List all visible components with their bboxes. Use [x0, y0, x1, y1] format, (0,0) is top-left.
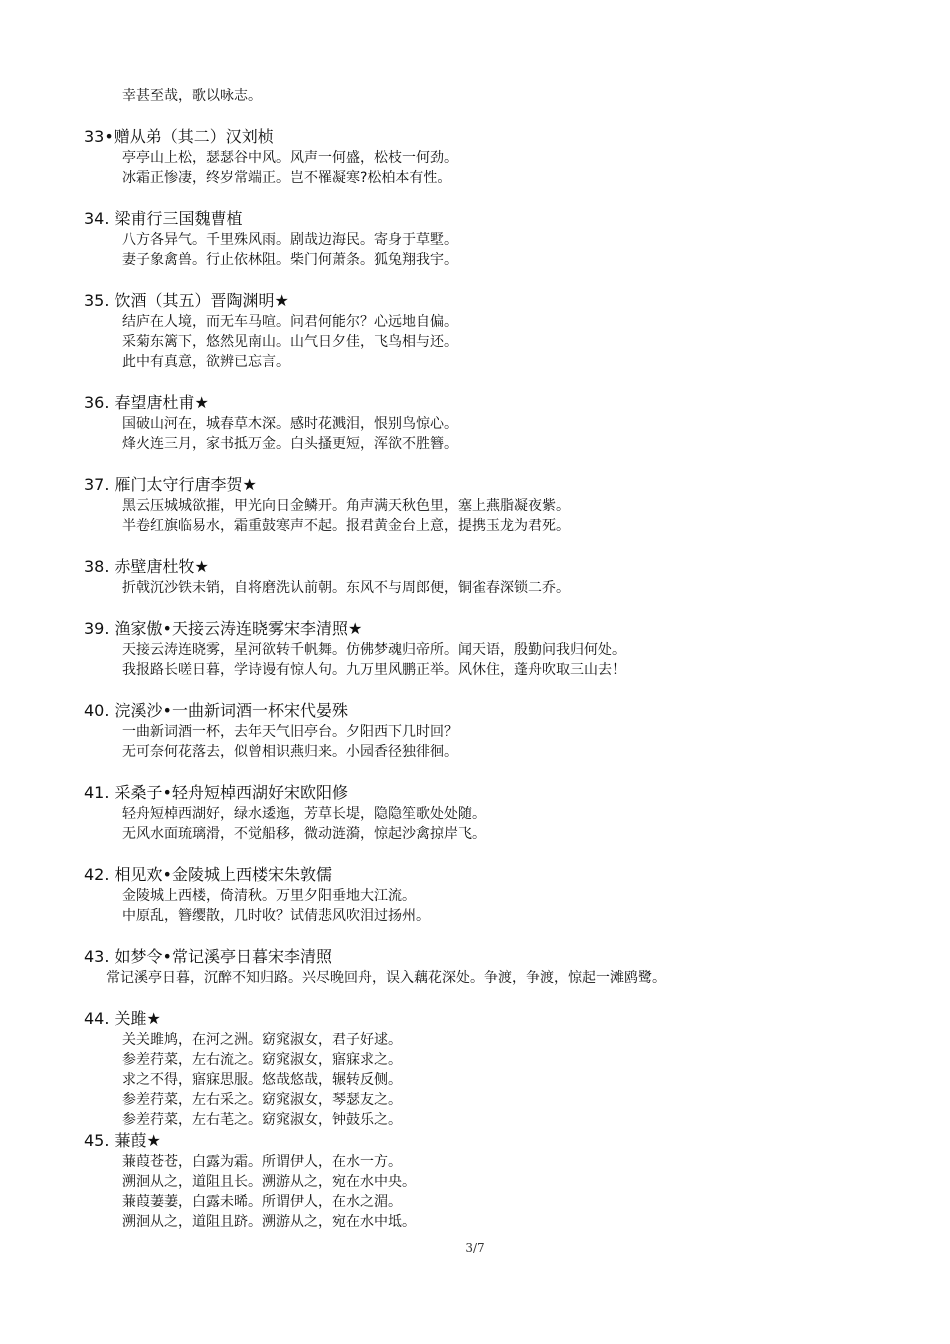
poem-line: 我报路长嗟日暮，学诗谩有惊人句。九万里风鹏正举。风休住，蓬舟吹取三山去！: [122, 662, 626, 678]
poem-title: 36. 春望唐杜甫★: [84, 393, 209, 412]
poem-list: [84, 86, 884, 1232]
poem-line: 无风水面琉璃滑，不觉船移，微动涟漪，惊起沙禽掠岸飞。: [122, 826, 486, 842]
poem-line: 冰霜正惨凄，终岁常端正。岂不罹凝寒?松柏本有性。: [122, 170, 452, 186]
poem-title: 44. 关雎★: [84, 1009, 161, 1028]
poem-title: 35. 饮酒（其五）晋陶渊明★: [84, 291, 289, 310]
poem-line: 蒹葭苍苍，白露为霜。所谓伊人，在水一方。: [122, 1154, 402, 1170]
poem-line: 关关雎鸠，在河之洲。窈窕淑女，君子好逑。: [122, 1032, 402, 1048]
poem-title: 33•赠从弟（其二）汉刘桢: [84, 127, 274, 146]
poem-35: [84, 290, 884, 372]
intro-line: 幸甚至哉，歌以咏志。: [122, 88, 262, 104]
poem-line: 采菊东篱下，悠然见南山。山气日夕佳，飞鸟相与还。: [122, 334, 458, 350]
poem-33: [84, 126, 884, 188]
poem-line: 金陵城上西楼，倚清秋。万里夕阳垂地大江流。: [122, 888, 416, 904]
poem-title: 43. 如梦令•常记溪亭日暮宋李清照: [84, 947, 332, 966]
poem-line: 常记溪亭日暮，沉醉不知归路。兴尽晚回舟，误入藕花深处。争渡，争渡，惊起一滩鸥鹭。: [106, 970, 666, 986]
poem-line: 烽火连三月，家书抵万金。白头搔更短，浑欲不胜簪。: [122, 436, 458, 452]
poem-title: 39. 渔家傲•天接云涛连晓雾宋李清照★: [84, 619, 363, 638]
poem-41: [84, 782, 884, 844]
poem-43: [84, 946, 884, 988]
poem-line: 妻子象禽兽。行止依林阻。柴门何萧条。狐兔翔我宇。: [122, 252, 458, 268]
poem-title: 40. 浣溪沙•一曲新词酒一杯宋代晏殊: [84, 701, 348, 720]
poem-line: 无可奈何花落去，似曾相识燕归来。小园香径独徘徊。: [122, 744, 458, 760]
poem-line: 轻舟短棹西湖好，绿水逶迤，芳草长堤，隐隐笙歌处处随。: [122, 806, 486, 822]
poem-39: [84, 618, 884, 680]
poem-line: 折戟沉沙铁未销，自将磨洗认前朝。东风不与周郎便，铜雀春深锁二乔。: [122, 580, 570, 596]
poem-line: 此中有真意，欲辨已忘言。: [122, 354, 290, 370]
poem-34: [84, 208, 884, 270]
poem-line: 参差荇菜，左右采之。窈窕淑女，琴瑟友之。: [122, 1092, 402, 1108]
poem-line: 溯洄从之，道阻且长。溯游从之，宛在水中央。: [122, 1174, 416, 1190]
poem-line: 蒹葭萋萋，白露未晞。所谓伊人，在水之湄。: [122, 1194, 402, 1210]
poem-36: [84, 392, 884, 454]
poem-line: 参差荇菜，左右芼之。窈窕淑女，钟鼓乐之。: [122, 1112, 402, 1128]
poem-title: 37. 雁门太守行唐李贺★: [84, 475, 257, 494]
poem-44: [84, 1008, 884, 1130]
poem-42: [84, 864, 884, 926]
poem-line: 求之不得，寤寐思服。悠哉悠哉，辗转反侧。: [122, 1072, 402, 1088]
poem-38: [84, 556, 884, 598]
poem-40: [84, 700, 884, 762]
poem-title: 34. 梁甫行三国魏曹植: [84, 209, 243, 228]
poem-line: 一曲新词酒一杯，去年天气旧亭台。夕阳西下几时回？: [122, 724, 458, 740]
poem-title: 45. 蒹葭★: [84, 1131, 161, 1150]
poem-line: 参差荇菜，左右流之。窈窕淑女，寤寐求之。: [122, 1052, 402, 1068]
poem-line: 国破山河在，城春草木深。感时花溅泪，恨别鸟惊心。: [122, 416, 458, 432]
poem-line: 黑云压城城欲摧，甲光向日金鳞开。角声满天秋色里，塞上燕脂凝夜紫。: [122, 498, 570, 514]
poem-title: 42. 相见欢•金陵城上西楼宋朱敦儒: [84, 865, 332, 884]
poem-line: 半卷红旗临易水，霜重鼓寒声不起。报君黄金台上意，提携玉龙为君死。: [122, 518, 570, 534]
poem-37: [84, 474, 884, 536]
poem-line: 八方各异气。千里殊风雨。剧哉边海民。寄身于草墅。: [122, 232, 458, 248]
page-number: 3/7: [465, 1241, 485, 1255]
poem-title: 38. 赤壁唐杜牧★: [84, 557, 209, 576]
poem-title: 41. 采桑子•轻舟短棹西湖好宋欧阳修: [84, 783, 348, 802]
poem-line: 溯洄从之，道阻且跻。溯游从之，宛在水中坻。: [122, 1214, 416, 1230]
poem-line: 结庐在人境，而无车马喧。问君何能尔？心远地自偏。: [122, 314, 458, 330]
poem-line: 天接云涛连晓雾，星河欲转千帆舞。仿佛梦魂归帝所。闻天语，殷勤问我归何处。: [122, 642, 626, 658]
poem-line: 亭亭山上松，瑟瑟谷中风。风声一何盛，松枝一何劲。: [122, 150, 458, 166]
poem-45: [84, 1130, 884, 1232]
poem-line: 中原乱，簪缨散，几时收？试倩悲风吹泪过扬州。: [122, 908, 430, 924]
